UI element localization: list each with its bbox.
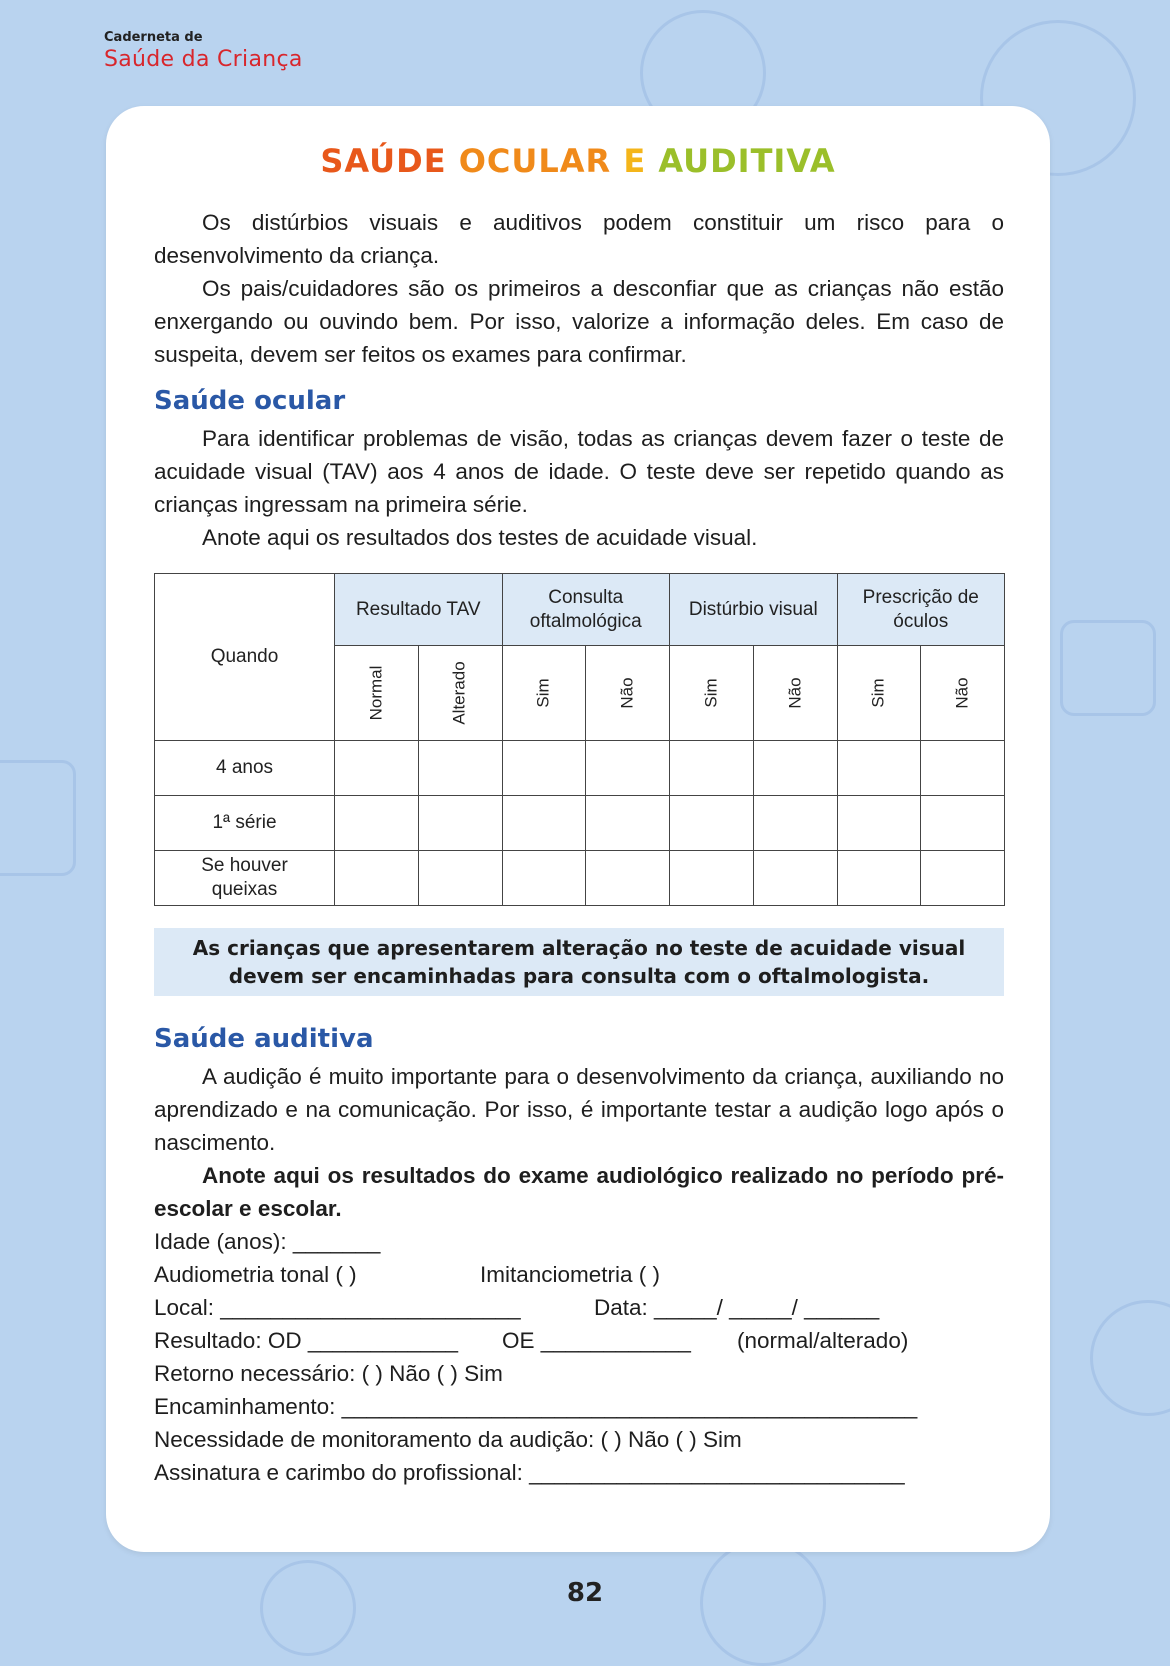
table-cell[interactable] xyxy=(670,796,754,851)
field-line-resultado xyxy=(154,1324,1004,1357)
ocular-paragraph: Anote aqui os resultados dos testes de acuidade visual. xyxy=(202,525,758,550)
table-cell[interactable] xyxy=(335,851,419,906)
table-cell[interactable] xyxy=(586,796,670,851)
table-subheader xyxy=(335,646,419,741)
field-idade[interactable]: Idade (anos): _______ xyxy=(154,1229,381,1254)
table-subheader-label: Alterado xyxy=(450,661,470,725)
brand-subtitle: Caderneta de xyxy=(104,30,203,45)
field-encaminhamento[interactable]: Encaminhamento: ______________________________________________ xyxy=(154,1394,918,1419)
table-subheader xyxy=(502,646,586,741)
table-cell[interactable] xyxy=(837,851,921,906)
background-ball-decoration xyxy=(0,760,76,876)
table-cell[interactable] xyxy=(502,741,586,796)
table-subheader-label: Sim xyxy=(533,678,553,708)
ocular-section xyxy=(154,386,1004,554)
field-local[interactable]: Local: ________________________ xyxy=(154,1295,521,1320)
table-subheader-label: Não xyxy=(785,677,805,709)
table-cell[interactable] xyxy=(418,851,502,906)
title-word: OCULAR xyxy=(458,142,624,180)
table-subheader-label: Sim xyxy=(868,678,888,708)
table-subheader-label: Normal xyxy=(366,665,386,721)
background-ball-decoration xyxy=(1060,620,1156,716)
table-cell[interactable] xyxy=(670,851,754,906)
field-line-local-data xyxy=(154,1291,1004,1324)
background-ball-decoration xyxy=(260,1560,356,1656)
page-title xyxy=(106,142,1050,180)
table-subheader-label: Sim xyxy=(701,678,721,708)
table-cell[interactable] xyxy=(753,851,837,906)
field-line-encaminhamento xyxy=(154,1390,1004,1423)
ophthalmologist-note-wrapper xyxy=(154,928,1004,996)
table-row-label: 1ª série xyxy=(155,796,335,851)
table-cell[interactable] xyxy=(586,741,670,796)
table-subheader-label: Não xyxy=(952,677,972,709)
acuity-table xyxy=(154,573,1005,906)
table-header-group: Distúrbio visual xyxy=(670,574,838,646)
table-cell[interactable] xyxy=(753,796,837,851)
ocular-paragraph: Para identificar problemas de visão, todas as crianças devem fazer o teste de acuidade visual (TAV) aos 4 anos de idade. O teste deve ser repetido quando as crianças ingressam na primeira série. xyxy=(154,426,1004,517)
section-heading-auditiva: Saúde auditiva xyxy=(154,1024,374,1054)
field-line-exams xyxy=(154,1258,1004,1291)
field-imitanciometria[interactable]: Imitanciometria ( ) xyxy=(480,1262,661,1287)
table-cell[interactable] xyxy=(335,796,419,851)
table-row xyxy=(155,851,1005,906)
field-data[interactable]: Data: _____/ _____/ ______ xyxy=(594,1295,880,1320)
table-header-when: Quando xyxy=(155,574,335,741)
table-subheader xyxy=(921,646,1005,741)
field-line-assinatura xyxy=(154,1456,1004,1489)
table-cell[interactable] xyxy=(502,851,586,906)
acuity-table-wrapper xyxy=(154,573,1004,906)
table-subheader-label: Não xyxy=(617,677,637,709)
background-ball-decoration xyxy=(1090,1300,1170,1416)
table-row-label: Se houver queixas xyxy=(155,851,335,906)
table-cell[interactable] xyxy=(670,741,754,796)
field-resultado-od[interactable]: Resultado: OD ____________ xyxy=(154,1328,458,1353)
table-cell[interactable] xyxy=(921,741,1005,796)
table-header-group: Resultado TAV xyxy=(335,574,503,646)
table-cell[interactable] xyxy=(418,796,502,851)
table-subheader xyxy=(670,646,754,741)
table-cell[interactable] xyxy=(502,796,586,851)
title-word: AUDITIVA xyxy=(658,142,836,180)
brand-title: Saúde da Criança xyxy=(104,47,303,72)
intro-paragraph: Os distúrbios visuais e auditivos podem constituir um risco para o desenvolvimento da criança. xyxy=(154,210,1004,268)
table-subheader xyxy=(837,646,921,741)
auditiva-section xyxy=(154,1024,1004,1489)
table-cell[interactable] xyxy=(921,796,1005,851)
table-cell[interactable] xyxy=(586,851,670,906)
title-word: SAÚDE xyxy=(320,142,459,180)
table-row-label: 4 anos xyxy=(155,741,335,796)
auditiva-paragraph: A audição é muito importante para o desenvolvimento da criança, auxiliando no aprendizado e na comunicação. Por isso, é importante testar a audição logo após o nascimento. xyxy=(154,1064,1004,1155)
table-cell[interactable] xyxy=(837,741,921,796)
field-line-monitoramento xyxy=(154,1423,1004,1456)
auditiva-bold-paragraph: Anote aqui os resultados do exame audiológico realizado no período pré-escolar e escolar. xyxy=(154,1163,1004,1221)
ophthalmologist-note: As crianças que apresentarem alteração no teste de acuidade visual devem ser encaminhadas para consulta com o oftalmologista. xyxy=(154,928,1004,996)
table-header-group: Consulta oftalmológica xyxy=(502,574,670,646)
field-line-idade xyxy=(154,1225,1004,1258)
table-cell[interactable] xyxy=(921,851,1005,906)
field-line-retorno xyxy=(154,1357,1004,1390)
intro-section xyxy=(154,206,1004,371)
field-audiometria[interactable]: Audiometria tonal ( ) xyxy=(154,1262,357,1287)
table-subheader xyxy=(418,646,502,741)
table-cell[interactable] xyxy=(837,796,921,851)
table-cell[interactable] xyxy=(418,741,502,796)
brand-logo xyxy=(104,30,303,72)
field-resultado-oe[interactable]: OE ____________ xyxy=(502,1328,691,1353)
table-row xyxy=(155,741,1005,796)
table-cell[interactable] xyxy=(335,741,419,796)
table-cell[interactable] xyxy=(753,741,837,796)
content-card xyxy=(106,106,1050,1552)
table-row xyxy=(155,796,1005,851)
field-resultado-hint: (normal/alterado) xyxy=(737,1328,909,1353)
field-monitoramento[interactable]: Necessidade de monitoramento da audição: ( ) Não ( ) Sim xyxy=(154,1427,742,1452)
section-heading-ocular: Saúde ocular xyxy=(154,386,346,416)
title-word: E xyxy=(623,142,659,180)
table-header-group: Prescrição de óculos xyxy=(837,574,1005,646)
field-assinatura[interactable]: Assinatura e carimbo do profissional: ______________________________ xyxy=(154,1460,905,1485)
table-subheader xyxy=(586,646,670,741)
intro-paragraph: Os pais/cuidadores são os primeiros a desconfiar que as crianças não estão enxergando ou ouvindo bem. Por isso, valorize a informação deles. Em caso de suspeita, devem ser feitos os exames para confirmar. xyxy=(154,276,1004,367)
page-number: 82 xyxy=(566,1578,604,1608)
table-subheader xyxy=(753,646,837,741)
field-retorno[interactable]: Retorno necessário: ( ) Não ( ) Sim xyxy=(154,1361,503,1386)
